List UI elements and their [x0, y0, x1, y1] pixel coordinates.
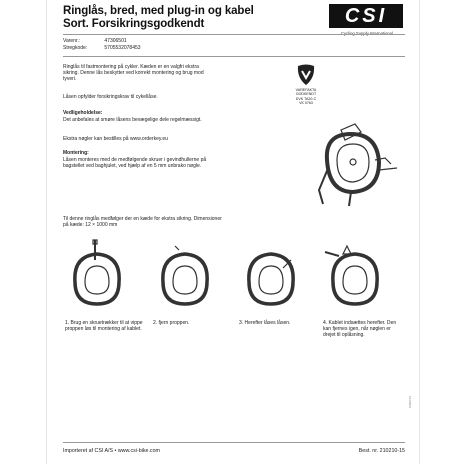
stregkode-value: 5705532078453 — [104, 45, 141, 51]
header-divider — [63, 34, 405, 35]
title-line-2: Sort. Forsikringsgodkendt — [63, 18, 205, 30]
step-4-image — [323, 238, 387, 310]
meta-divider — [63, 56, 405, 57]
insurance-paragraph: Låsen opfylder forsikringskrav til cykellåse. — [63, 94, 158, 100]
csi-logo: CSI — [329, 4, 403, 28]
intro-text: Til denne ringlås medfølger der en kæde for ekstra sikring. Dimensioner på kæde: 12 × 1000 mm — [63, 216, 222, 229]
badge-line-2: GODKENDT — [295, 92, 317, 96]
step-3-image — [239, 238, 303, 310]
page-title — [63, 5, 254, 31]
varenr-row — [63, 38, 127, 44]
varefakta-badge-icon — [296, 64, 316, 86]
step-2-text: 2. fjern proppen. — [153, 320, 190, 326]
document-page — [46, 0, 420, 464]
side-code: CSI0714 — [407, 396, 412, 408]
stregkode-row — [63, 45, 141, 51]
title-line-1: Ringlås, bred, med plug-in og kabel — [63, 5, 254, 17]
footer-divider — [63, 442, 405, 443]
description-paragraph: Ringlås til fastmontering på cykler. Kæden er en valgfri ekstra sikring. Denne lås beskytter ved korrekt montering og brug mod tyveri. — [63, 64, 204, 83]
varenr-label: Varenr.: — [63, 38, 81, 44]
badge-line-4: VK 0763 — [299, 101, 313, 105]
ring-lock-illustration — [315, 120, 407, 208]
footer-importer: Importeret af CSI A/S • www.csi-bike.com — [63, 448, 160, 454]
step-1-image — [65, 238, 129, 310]
badge-line-1: VAREFAKTA — [295, 88, 317, 92]
keys-text: Ekstra nøgler kan bestilles på www.orderkey.eu — [63, 136, 168, 142]
footer-order-number: Best. nr. 210210-15 — [358, 448, 405, 454]
stregkode-label: Stregkode: — [63, 45, 88, 51]
maintenance-heading: Vedligeholdelse: — [63, 110, 103, 116]
step-3-text: 3. Herefter låses låsen. — [239, 320, 291, 326]
mounting-heading: Montering: — [63, 150, 89, 156]
maintenance-text: Det anbefales at smøre låsens bevægelige dele regelmæssigt. — [63, 117, 202, 123]
step-2-image — [153, 238, 217, 310]
badge-line-3: DVK TA20-C — [295, 97, 317, 101]
footer — [63, 448, 405, 454]
varenr-value: 47306501 — [104, 38, 127, 44]
mounting-text: Låsen monteres med de medfølgende skruer i gevindhullerne på bagstellet ved baghjulet, ved hjælp af en 5 mm unbrako nøgle. — [63, 157, 207, 170]
step-4-text: 4. Kablet indsættes herefter. Den kan fjernes igen, når nøglen er drejet til oplåsning. — [323, 320, 397, 339]
step-1-text: 1. Brug en skruetrækker til at vippe proppen løs til montering af kablet. — [65, 320, 143, 333]
